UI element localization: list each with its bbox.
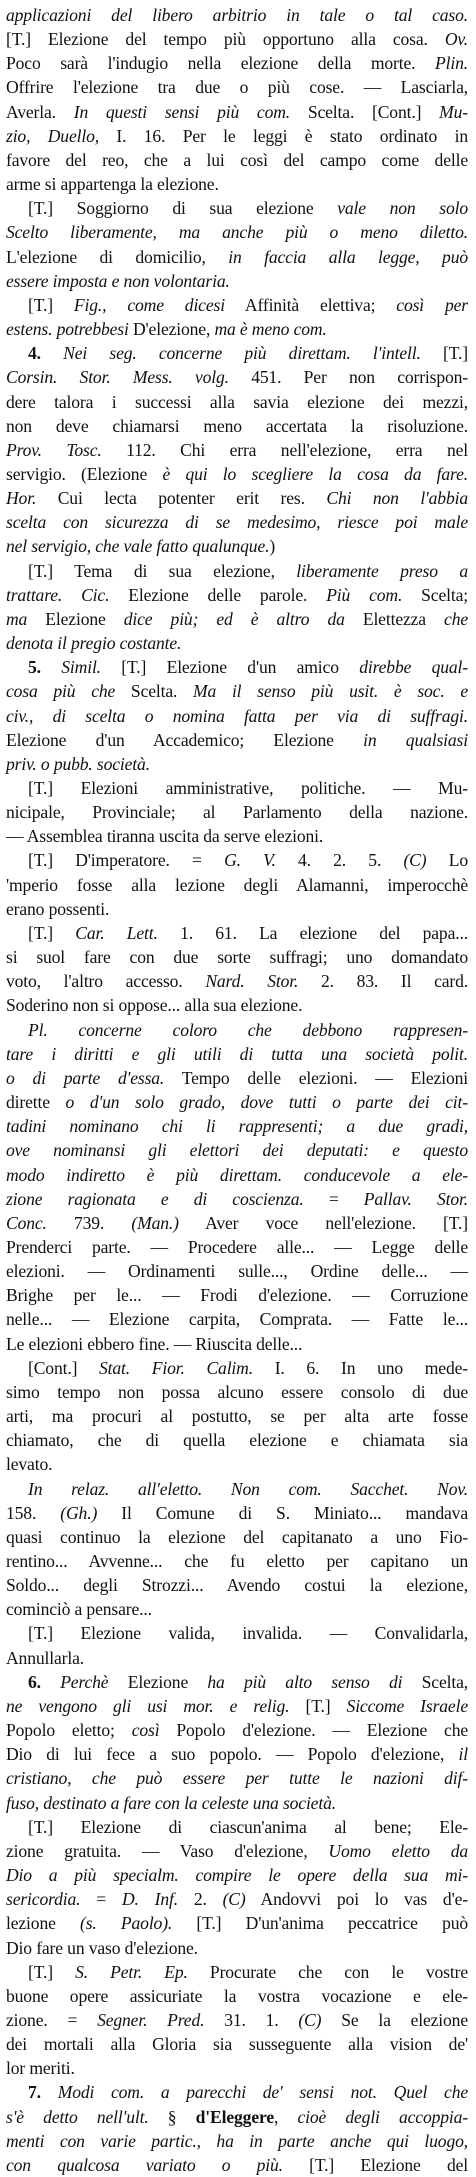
text-run: dere talora i successi alla savia elezione dei mezzi, xyxy=(6,391,468,412)
italic-run: in faccia alla legge, può xyxy=(228,246,468,267)
text-line xyxy=(6,728,468,752)
text-line xyxy=(6,655,468,679)
text-line xyxy=(6,1936,468,1960)
text-line xyxy=(6,414,468,438)
text-run: Dio di lui fece a suo popolo. — Popolo d'elezione, xyxy=(6,1744,459,1765)
text-run: quasi continuo la elezione del capitanato a uno Fio- xyxy=(6,1526,468,1547)
italic-run: (Gh.) xyxy=(60,1502,98,1523)
text-run: I. 16. Per le leggi è stato ordinato in xyxy=(98,125,468,146)
italic-run: Corsin. Stor. Mess. volg. xyxy=(6,367,229,388)
text-line xyxy=(6,776,468,800)
italic-run: ma è meno com. xyxy=(214,319,327,340)
text-line xyxy=(6,1211,468,1235)
bold-run: 6. xyxy=(28,1671,41,1692)
text-line xyxy=(6,1670,468,1694)
italic-run: applicazioni del libero arbitrio in tale o tal caso. xyxy=(6,5,468,25)
italic-run: Pl. concerne coloro che debbono rappresen- xyxy=(28,1019,468,1040)
text-run: Lo xyxy=(426,850,468,871)
text-line xyxy=(6,1332,468,1356)
text-run: Popolo d'elezione. — Elezione che xyxy=(159,1720,468,1741)
text-line xyxy=(6,1815,468,1839)
text-run: si suol fare con due sorte suffragi; uno domandato xyxy=(6,947,468,968)
text-run: Prenderci parte. — Procedere alle... — Legge delle xyxy=(6,1236,468,1257)
italic-run: in qualsiasi xyxy=(363,729,468,750)
italic-run: trattare. Cic. xyxy=(6,584,110,605)
italic-run: vale non solo xyxy=(337,198,468,219)
text-line xyxy=(6,969,468,993)
text-run: [T.] xyxy=(28,922,76,943)
text-line xyxy=(6,365,468,389)
italic-run: G. V. xyxy=(224,850,276,871)
italic-run: ha più alto senso di xyxy=(207,1671,403,1692)
text-run: simo tempo non possa alcuno essere consolo di due xyxy=(6,1381,468,1402)
text-line xyxy=(6,245,468,269)
text-run: zione. = xyxy=(6,2009,98,2030)
text-line xyxy=(6,1452,468,1476)
text-line xyxy=(6,679,468,703)
italic-run: ma xyxy=(6,608,28,629)
italic-run: Perchè xyxy=(60,1671,109,1692)
text-line xyxy=(6,462,468,486)
text-run: dei mortali alla Gloria sia susseguente alla vision de' xyxy=(6,2034,468,2055)
text-line xyxy=(6,438,468,462)
text-line xyxy=(6,1597,468,1621)
italic-run: liberamente preso a xyxy=(296,560,468,581)
text-line xyxy=(6,534,468,558)
text-line xyxy=(6,124,468,148)
text-line xyxy=(6,993,468,1017)
text-run: Procurate che con le vostre xyxy=(187,1961,468,1982)
italic-run: Scelto liberamente, ma anche più o meno diletto. xyxy=(6,222,468,243)
italic-run: Dio a più specialm. compire le opere della sua mi- xyxy=(6,1865,468,1886)
text-run: = xyxy=(80,1889,122,1910)
text-run: lezione xyxy=(6,1913,81,1934)
text-line xyxy=(6,1839,468,1863)
text-run: , xyxy=(273,2106,298,2127)
text-run: buone opere assicuriate la vostra vocazione e ele- xyxy=(6,1985,468,2006)
text-line xyxy=(6,27,468,51)
text-run: Scelta. [Cont.] xyxy=(290,101,440,122)
text-line xyxy=(6,2105,468,2129)
text-line xyxy=(6,3,468,27)
italic-run: D. Inf. xyxy=(121,1889,178,1910)
italic-run: In relaz. all'eletto. Non com. Sacchet. Nov. xyxy=(28,1478,468,1499)
text-run xyxy=(41,343,63,363)
text-run: § xyxy=(148,2106,196,2127)
text-run xyxy=(41,1672,60,1692)
text-run: I. 6. In uno mede- xyxy=(252,1357,468,1378)
text-run: chiamato, che di quella elezione e chiamata sia xyxy=(6,1430,468,1451)
italic-run: S. Petr. Ep. xyxy=(75,1961,188,1982)
text-line xyxy=(6,1307,468,1331)
text-run: Offrire l'elezione tra due o più cose. — Lasciarla, xyxy=(6,77,468,98)
text-run: Poco sarà l'indugio nella elezione della morte. xyxy=(6,53,436,74)
bold-run: 5. xyxy=(28,657,41,678)
italic-run: è qui lo scegliere la cosa da fare. xyxy=(162,463,469,484)
text-line xyxy=(6,607,468,631)
text-run: Scelta; xyxy=(402,584,469,605)
italic-run: sericordia. xyxy=(6,1889,81,1910)
text-run: rentino... Avvenne... che fu eletto per capitano un xyxy=(6,1551,468,1571)
text-run: [T.] xyxy=(420,343,468,364)
text-line xyxy=(6,848,468,872)
text-line xyxy=(6,2129,468,2153)
italic-run: In questi sensi più com. xyxy=(73,101,291,122)
text-run: 4. 2. 5. xyxy=(275,850,404,871)
text-line xyxy=(6,2008,468,2032)
italic-run: Car. Lett. xyxy=(75,922,158,943)
text-line xyxy=(6,583,468,607)
text-line xyxy=(6,390,468,414)
italic-run: Modi com. a parecchi de' sensi not. Quel che xyxy=(57,2082,469,2103)
text-line xyxy=(6,1187,468,1211)
italic-run: Conc. xyxy=(6,1212,47,1233)
text-run: zione gratuita. — Vaso d'elezione, xyxy=(6,1840,329,1861)
italic-run: Chi non l'abbia xyxy=(326,488,468,509)
text-run: levato. xyxy=(6,1454,53,1475)
italic-run: Ov. xyxy=(444,29,468,50)
italic-run: tadini nominano chi li rappresenti; a due gradi, xyxy=(6,1116,468,1137)
text-run: Tempo delle elezioni. — Elezioni xyxy=(164,1067,468,1088)
text-run: 2. xyxy=(177,1889,223,1910)
text-run xyxy=(41,2082,58,2102)
italic-run: ne vengono gli usi mor. e relig. xyxy=(6,1695,290,1716)
italic-run: (C) xyxy=(403,850,427,871)
text-run: [T.] Elezione del tempo più opportuno alla cosa. xyxy=(6,29,445,50)
italic-run: nel servigio, che vale fatto qualunque. xyxy=(6,536,270,557)
text-run: erano possenti. xyxy=(6,898,110,919)
text-run: — Assemblea tiranna uscita da serve elezioni. xyxy=(6,826,324,847)
text-run: Le elezioni ebbero fine. — Riuscita delle... xyxy=(6,1333,303,1354)
text-run: 112. Chi erra nell'elezione, erra nel xyxy=(101,439,468,460)
text-run: arti, ma procuri al postutto, se per alta arte fosse xyxy=(6,1406,468,1427)
italic-run: ove nominansi gli elettori dei deputati: e questo xyxy=(6,1140,468,1161)
text-run: [T.] Elezione del xyxy=(282,2154,468,2175)
text-line xyxy=(6,1356,468,1380)
text-run: 158. xyxy=(6,1502,61,1523)
text-run: [T.] Elezione di ciascun'anima al bene; Ele- xyxy=(28,1816,468,1837)
text-run: [T.] xyxy=(289,1695,347,1716)
italic-run: Ma il senso più usit. è soc. e xyxy=(193,681,468,702)
italic-run: s'è detto nell'ult. xyxy=(6,2106,149,2127)
italic-run: modo indiretto è più direttam. conducevole a ele- xyxy=(6,1164,468,1185)
text-line xyxy=(6,1718,468,1742)
text-line xyxy=(6,704,468,728)
text-line xyxy=(6,1887,468,1911)
italic-run: Segner. Pred. xyxy=(97,2009,205,2030)
bold-run: 4. xyxy=(28,343,41,364)
text-run: lor meriti. xyxy=(6,2058,75,2079)
text-line xyxy=(6,1621,468,1645)
text-line xyxy=(6,1235,468,1259)
text-line xyxy=(6,1791,468,1815)
text-line xyxy=(6,921,468,945)
text-line xyxy=(6,510,468,534)
text-line xyxy=(6,1525,468,1549)
text-line xyxy=(6,752,468,776)
text-line xyxy=(6,486,468,510)
text-run: Elezione d'un Accademico; Elezione xyxy=(6,729,364,750)
text-run: [Cont.] xyxy=(28,1357,100,1378)
text-line xyxy=(6,1138,468,1162)
text-run: Elettezza xyxy=(344,608,445,629)
italic-run: Siccome Israele xyxy=(346,1695,468,1716)
text-line xyxy=(6,1428,468,1452)
text-run: Elezione xyxy=(27,608,124,629)
text-run: Popolo eletto; xyxy=(6,1720,132,1741)
text-run: [T.] xyxy=(28,294,74,315)
text-run: [T.] xyxy=(28,1961,76,1982)
text-run: Cui lecta potenter erit res. xyxy=(36,488,327,509)
italic-run: civ., di scelta o nomina fatta per via di suffragi. xyxy=(6,705,468,726)
text-run: Brighe per le... — Frodi d'elezione. — Corruzione xyxy=(6,1285,468,1306)
bold-run: 7. xyxy=(28,2082,41,2103)
text-line xyxy=(6,2032,468,2056)
italic-run: zio, Duello, xyxy=(6,125,99,146)
text-line xyxy=(6,75,468,99)
text-line xyxy=(6,1501,468,1525)
italic-run: essere imposta e non volontaria. xyxy=(6,270,230,291)
italic-run: cristiano, che può essere per tutte le nazioni dif- xyxy=(6,1768,468,1789)
text-line xyxy=(6,172,468,196)
italic-run: estens. potrebbesi xyxy=(6,319,129,340)
text-line xyxy=(6,317,468,341)
italic-run: Nei seg. concerne più direttam. l'intell. xyxy=(63,343,421,364)
italic-run: o di parte d'essa. xyxy=(6,1067,165,1088)
text-run: 'mperio fosse alla lezione degli Alamanni, imperocchè xyxy=(6,874,468,895)
text-run: Andovvi poi lo vas d'e- xyxy=(245,1889,468,1910)
text-run: [T.] Tema di sua elezione, xyxy=(28,560,297,581)
italic-run: Più com. xyxy=(326,584,403,605)
bold-run: d'Eleggere xyxy=(195,2106,274,2127)
text-run: [T.] Soggiorno di sua elezione xyxy=(28,198,338,219)
text-line xyxy=(6,1163,468,1187)
text-run: [T.] Elezioni amministrative, politiche. — Mu- xyxy=(28,778,468,798)
text-line xyxy=(6,1911,468,1935)
text-run: D'elezione, xyxy=(128,319,215,340)
text-line xyxy=(6,1984,468,2008)
text-run: voto, l'altro accesso. xyxy=(6,971,206,992)
italic-run: Prov. Tosc. xyxy=(6,439,102,460)
text-run: nicipale, Provinciale; al Parlamento della nazione. xyxy=(6,802,468,823)
text-line xyxy=(6,341,468,365)
text-line xyxy=(6,1090,468,1114)
text-line xyxy=(6,824,468,848)
text-run: favore del reo, che a lui così del campo come delle xyxy=(6,149,468,170)
text-run: Aver voce nell'elezione. [T.] xyxy=(178,1212,469,1233)
text-line xyxy=(6,1549,468,1573)
italic-run: (C) xyxy=(298,2009,322,2030)
text-run: Dio fare un vaso d'elezione. xyxy=(6,1937,198,1958)
text-run: Averla. xyxy=(6,101,74,122)
text-run: Annullarla. xyxy=(6,1647,84,1668)
text-line xyxy=(6,100,468,124)
italic-run: Simil. xyxy=(61,657,101,678)
italic-run: tare i diritti e gli utili di tutta una società polit. xyxy=(6,1043,468,1064)
italic-run: denota il pregio costante. xyxy=(6,633,182,654)
text-run: [T.] Elezione valida, invalida. — Convalidarla, xyxy=(28,1623,468,1644)
text-line xyxy=(6,1694,468,1718)
text-run: ) xyxy=(269,536,276,557)
italic-run: fuso, destinato a fare con la celeste una società. xyxy=(6,1792,336,1813)
text-run: 1. 61. La elezione del papa... xyxy=(157,922,468,943)
text-line xyxy=(6,559,468,583)
text-run: Affinità elettiva; xyxy=(224,294,397,315)
text-run: L'elezione di domicilio, xyxy=(6,246,229,267)
text-line xyxy=(6,1742,468,1766)
italic-run: il xyxy=(458,1744,468,1765)
text-line xyxy=(6,51,468,75)
italic-run: (s. Paolo). xyxy=(80,1913,173,1934)
italic-run: così xyxy=(131,1720,160,1741)
text-run: servigio. (Elezione xyxy=(6,463,163,484)
text-run: Soldo... degli Strozzi... Avendo costui la elezione, xyxy=(6,1575,468,1596)
text-run: Scelta, xyxy=(402,1671,468,1692)
text-line xyxy=(6,269,468,293)
text-run: nelle... — Elezione carpita, Comprata. — Fatte le... xyxy=(6,1309,468,1330)
text-run: elezioni. — Ordinamenti sulle..., Ordine delle... — xyxy=(6,1261,468,1282)
text-line xyxy=(6,945,468,969)
text-run: = xyxy=(303,1188,364,1209)
italic-run: Stat. Fior. Calim. xyxy=(99,1357,253,1378)
italic-run: (Man.) xyxy=(131,1212,179,1233)
italic-run: cioè degli accoppia- xyxy=(297,2106,469,2127)
text-run: Elezione xyxy=(108,1671,208,1692)
italic-run: o d'un solo grado, dove tutti o parte dei cit- xyxy=(65,1092,468,1113)
italic-run: che xyxy=(444,608,469,629)
text-line xyxy=(6,1042,468,1066)
text-line xyxy=(6,1646,468,1670)
text-line xyxy=(6,1477,468,1501)
italic-run: Uomo eletto da xyxy=(328,1840,468,1861)
text-line xyxy=(6,2080,468,2104)
text-run: Scelta. xyxy=(115,681,194,702)
text-line xyxy=(6,1573,468,1597)
italic-run: Pallav. Stor. xyxy=(363,1188,468,1209)
text-run: cominciò a pensare... xyxy=(6,1599,152,1620)
text-line xyxy=(6,1066,468,1090)
italic-run: direbbe qual- xyxy=(359,657,469,678)
text-line xyxy=(6,897,468,921)
text-run: Se la elezione xyxy=(321,2009,468,2030)
italic-run: dice più; ed è altro da xyxy=(123,608,345,629)
italic-run: Plin. xyxy=(435,53,468,74)
italic-run: scelta con sicurezza di se medesimo, riesce poi male xyxy=(6,512,468,533)
text-line xyxy=(6,220,468,244)
text-line xyxy=(6,293,468,317)
text-line xyxy=(6,873,468,897)
italic-run: zione ragionata e di coscienza. xyxy=(6,1188,304,1209)
italic-run: così per xyxy=(396,294,468,315)
text-line xyxy=(6,631,468,655)
italic-run: Hor. xyxy=(6,488,37,509)
text-run: [T.] D'imperatore. = xyxy=(28,850,225,871)
text-line xyxy=(6,196,468,220)
text-line xyxy=(6,2056,468,2080)
italic-run: Nard. Stor. xyxy=(205,971,299,992)
text-run: [T.] D'un'anima peccatrice può xyxy=(172,1913,469,1934)
text-run: non deve chiamarsi meno accertata la risoluzione. xyxy=(6,415,468,436)
text-run: 31. 1. xyxy=(204,2009,299,2030)
text-run: 451. Per non corrispon- xyxy=(228,367,469,388)
italic-run: con qualcosa variato o più. xyxy=(6,2154,283,2175)
text-run: arme si appartenga la elezione. xyxy=(6,174,219,195)
text-run: Il Comune di S. Miniato... mandava xyxy=(97,1502,468,1523)
text-line xyxy=(6,1404,468,1428)
italic-run: (C) xyxy=(222,1889,246,1910)
text-run: dirette xyxy=(6,1092,66,1113)
text-line xyxy=(6,1863,468,1887)
italic-run: cosa più che xyxy=(6,681,116,702)
text-line xyxy=(6,800,468,824)
text-run: 739. xyxy=(46,1212,132,1233)
italic-run: priv. o pubb. società. xyxy=(6,753,150,774)
text-run: Elezione delle parole. xyxy=(109,584,327,605)
text-line xyxy=(6,148,468,172)
text-run: Soderino non si oppose... alla sua elezione. xyxy=(6,995,303,1016)
text-line xyxy=(6,2153,468,2177)
text-line xyxy=(6,1380,468,1404)
text-line xyxy=(6,1114,468,1138)
text-run: [T.] Elezione d'un amico xyxy=(100,657,360,678)
text-line xyxy=(6,1259,468,1283)
text-line xyxy=(6,1283,468,1307)
text-line xyxy=(6,1018,468,1042)
text-run xyxy=(41,657,61,677)
italic-run: Mu- xyxy=(439,101,468,122)
text-line xyxy=(6,1766,468,1790)
text-run: 2. 83. Il card. xyxy=(298,971,468,992)
italic-run: menti con varie partic., ha in parte anche qui luogo, xyxy=(6,2130,468,2151)
italic-run: Fig., come dicesi xyxy=(73,294,225,315)
text-line xyxy=(6,1960,468,1984)
